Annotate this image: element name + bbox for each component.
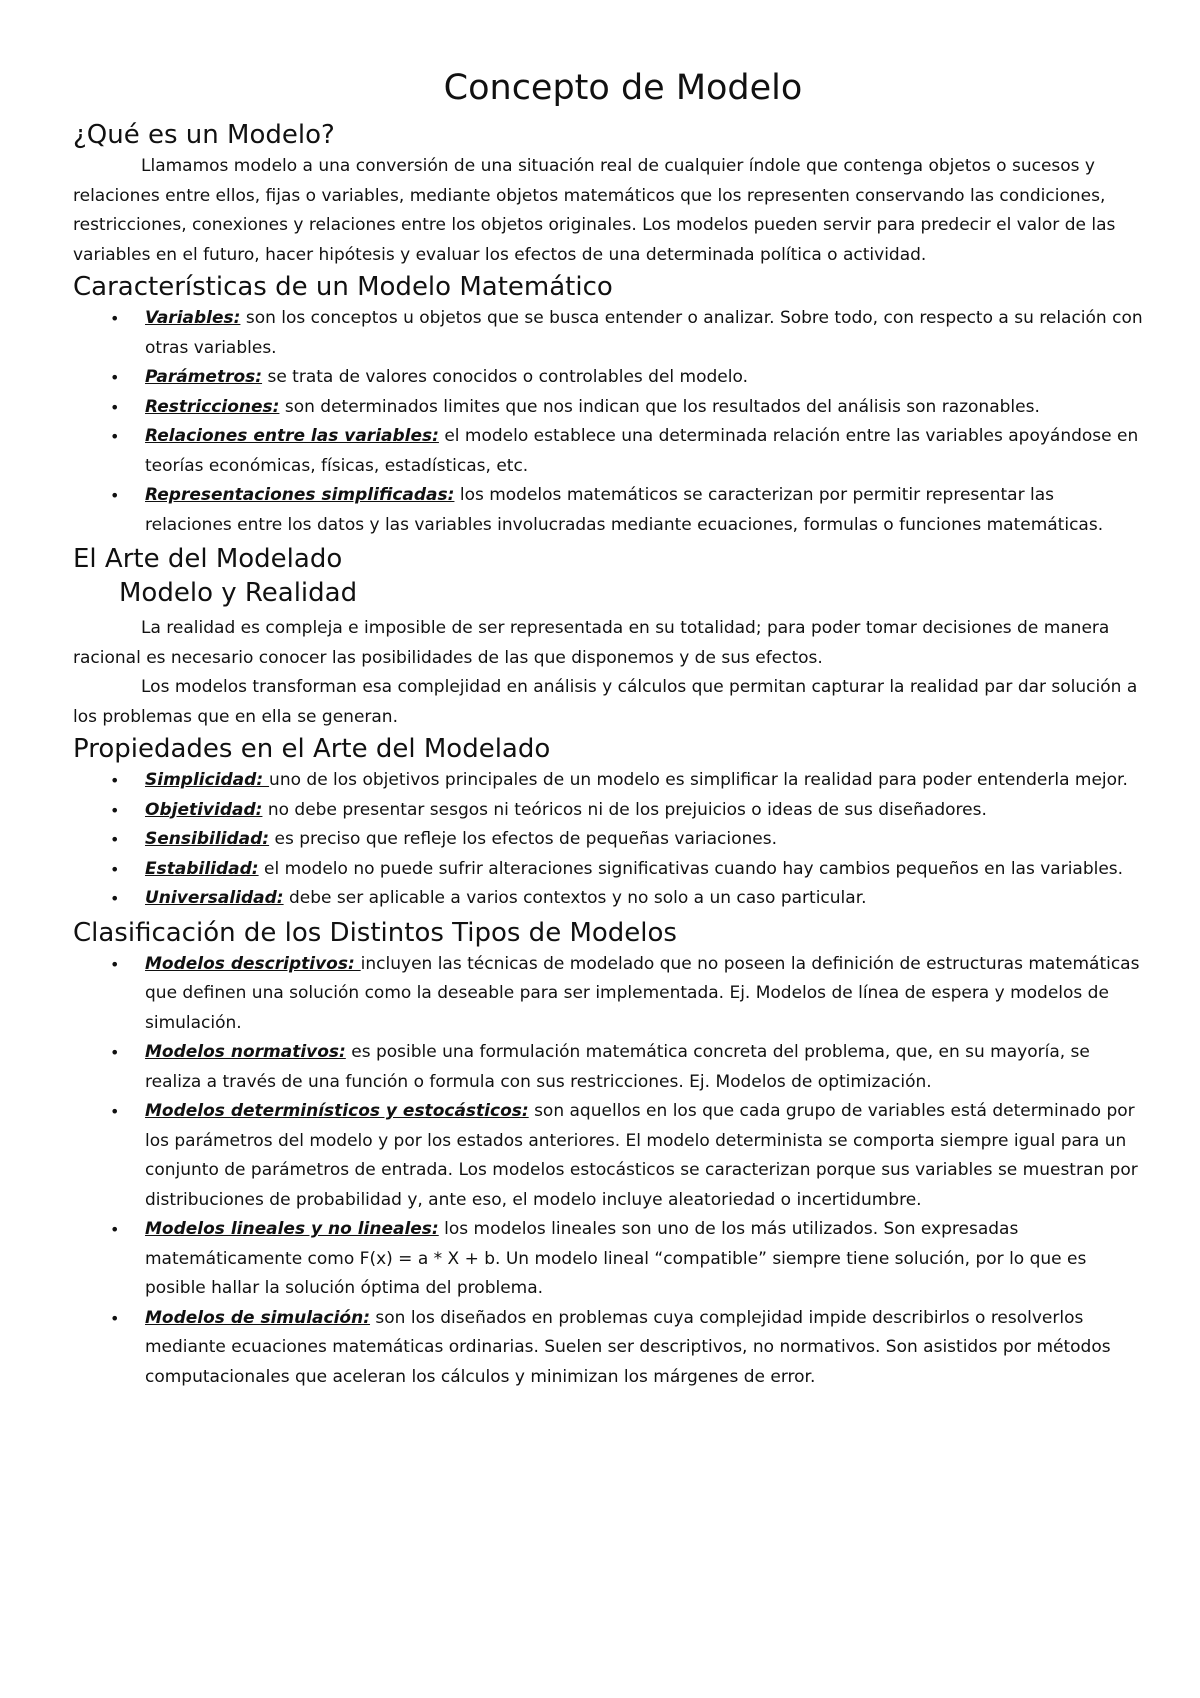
term-description: es preciso que refleje los efectos de pequeñas variaciones.	[269, 829, 777, 849]
term-label: Relaciones entre las variables:	[145, 426, 439, 446]
list-item	[73, 422, 1143, 481]
term-description: el modelo no puede sufrir alteraciones significativas cuando hay cambios pequeños en las variables.	[258, 858, 1124, 879]
bullet-icon: •	[110, 1102, 120, 1121]
section-heading-clasificacion: Clasificación de los Distintos Tipos de Modelos	[73, 917, 677, 948]
clasificacion-list	[73, 950, 1143, 1393]
term-label: Modelos lineales y no lineales:	[145, 1219, 439, 1239]
term-description: uno de los objetivos principales de un modelo es simplificar la realidad para poder entenderla mejor.	[269, 770, 1128, 790]
list-item	[73, 1304, 1143, 1393]
bullet-icon: •	[110, 1220, 120, 1239]
list-item	[73, 825, 1143, 855]
caracteristicas-list	[73, 304, 1143, 540]
term-description: los modelos matemáticos se caracterizan por permitir representar las relaciones entre los datos y las variables involucradas mediante ecuaciones, formulas o funciones matemáticas.	[145, 485, 1104, 535]
term-label: Estabilidad:	[145, 858, 259, 879]
term-label: Universalidad:	[145, 888, 284, 908]
term-label: Parámetros:	[145, 367, 263, 387]
bullet-icon: •	[110, 771, 120, 790]
bullet-icon: •	[110, 954, 120, 974]
paragraph-realidad: La realidad es compleja e imposible de ser representada en su totalidad; para poder tomar decisiones de manera racional es necesario conocer las posibilidades de las que disponemos y de sus efectos.	[73, 618, 1110, 668]
page-title: Concepto de Modelo	[443, 68, 803, 108]
document-page	[73, 66, 1143, 1394]
bullet-icon: •	[110, 1308, 120, 1328]
term-label: Modelos normativos:	[145, 1042, 346, 1062]
section-heading-que-es: ¿Qué es un Modelo?	[73, 120, 335, 150]
bullet-icon: •	[110, 486, 120, 505]
term-label: Variables:	[145, 308, 241, 328]
term-description: son determinados limites que nos indican que los resultados del análisis son razonables.	[279, 396, 1040, 417]
subsection-heading-modelo-realidad: Modelo y Realidad	[119, 578, 358, 608]
list-item	[73, 796, 1143, 826]
list-item	[73, 1038, 1143, 1097]
propiedades-list	[73, 766, 1143, 914]
term-label: Modelos descriptivos:	[145, 953, 361, 974]
term-label: Representaciones simplificadas:	[145, 485, 455, 505]
section-heading-caracteristicas: Características de un Modelo Matemático	[73, 272, 613, 302]
list-item	[73, 363, 1143, 393]
bullet-icon: •	[110, 1043, 120, 1062]
term-label: Sensibilidad:	[145, 829, 270, 849]
list-item	[73, 855, 1143, 885]
section-heading-arte: El Arte del Modelado	[73, 544, 343, 574]
term-description: no debe presentar sesgos ni teóricos ni de los prejuicios o ideas de sus diseñadores.	[262, 799, 987, 820]
paragraph-transforman: Los modelos transforman esa complejidad en análisis y cálculos que permitan capturar la realidad par dar solución a los problemas que en ella se generan.	[73, 677, 1138, 727]
bullet-icon: •	[110, 368, 120, 387]
term-label: Modelos de simulación:	[145, 1307, 371, 1328]
bullet-icon: •	[110, 397, 120, 417]
term-description: son aquellos en los que cada grupo de variables está determinado por los parámetros del modelo y por los estados anteriores. El modelo determinista se comporta siempre igual para un conjunto de parámetros de entrada. Los modelos estocásticos se caracterizan porque sus variables se muestran por distribuciones de probabilidad y, ante eso, el modelo incluye aleatoriedad o incertidumbre.	[145, 1101, 1138, 1210]
term-description: los modelos lineales son uno de los más utilizados. Son expresadas matemáticamente como F(x) = a * X + b. Un modelo lineal “compatible” siempre tiene solución, por lo que es posible hallar la solución óptima del problema.	[145, 1219, 1087, 1298]
bullet-icon: •	[110, 859, 120, 879]
term-description: es posible una formulación matemática concreta del problema, que, en su mayoría, se realiza a través de una función o formula con sus restricciones. Ej. Modelos de optimización.	[145, 1042, 1090, 1092]
bullet-icon: •	[110, 309, 120, 328]
term-description: son los diseñados en problemas cuya complejidad impide describirlos o resolverlos mediante ecuaciones matemáticas ordinarias. Suelen ser descriptivos, no normativos. Son asistidos por métodos computacionales que aceleran los cálculos y minimizan los márgenes de error.	[145, 1307, 1111, 1387]
term-description: se trata de valores conocidos o controlables del modelo.	[262, 367, 748, 387]
paragraph-definicion: Llamamos modelo a una conversión de una situación real de cualquier índole que contenga objetos o sucesos y relaciones entre ellos, fijas o variables, mediante objetos matemáticos que los representen conservando las condiciones, restricciones, conexiones y relaciones entre los objetos originales. Los modelos pueden servir para predecir el valor de las variables en el futuro, hacer hipótesis y evaluar los efectos de una determinada política o actividad.	[73, 156, 1116, 265]
bullet-icon: •	[110, 427, 120, 446]
list-item	[73, 393, 1143, 423]
list-item	[73, 481, 1143, 540]
term-label: Restricciones:	[145, 396, 280, 417]
bullet-icon: •	[110, 830, 120, 849]
term-description: son los conceptos u objetos que se busca entender o analizar. Sobre todo, con respecto a su relación con otras variables.	[145, 308, 1143, 358]
term-label: Objetividad:	[145, 799, 263, 820]
list-item	[73, 884, 1143, 914]
term-description: debe ser aplicable a varios contextos y no solo a un caso particular.	[283, 888, 867, 908]
section-heading-propiedades: Propiedades en el Arte del Modelado	[73, 734, 551, 764]
list-item	[73, 950, 1143, 1039]
bullet-icon: •	[110, 889, 120, 908]
list-item	[73, 304, 1143, 363]
list-item	[73, 766, 1143, 796]
term-label: Modelos determinísticos y estocásticos:	[145, 1101, 529, 1121]
list-item	[73, 1097, 1143, 1215]
term-label: Simplicidad:	[145, 770, 270, 790]
term-description: el modelo establece una determinada relación entre las variables apoyándose en teorías económicas, físicas, estadísticas, etc.	[145, 426, 1139, 476]
bullet-icon: •	[110, 800, 120, 820]
term-description: incluyen las técnicas de modelado que no poseen la definición de estructuras matemáticas que definen una solución como la deseable para ser implementada. Ej. Modelos de línea de espera y modelos de simulación.	[145, 953, 1140, 1033]
list-item	[73, 1215, 1143, 1304]
